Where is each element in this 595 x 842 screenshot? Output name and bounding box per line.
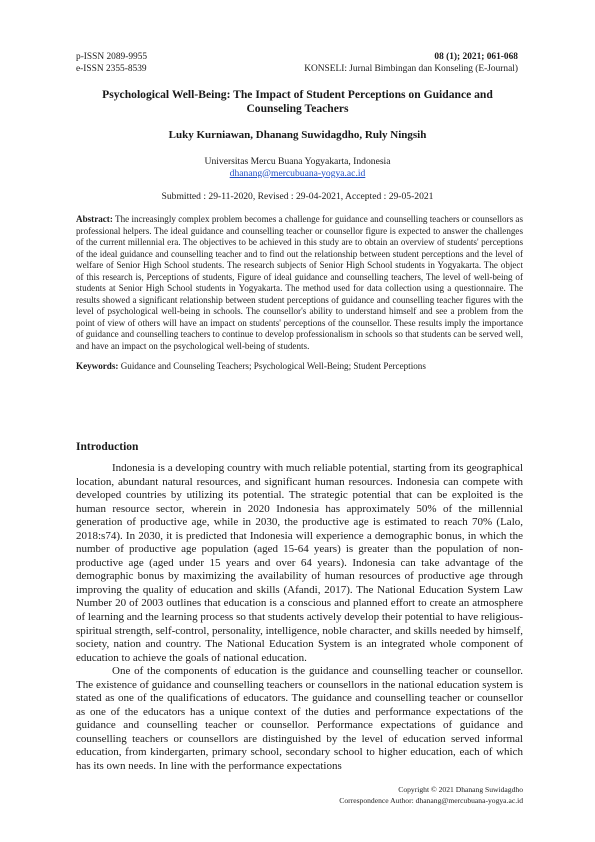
journal-issn-block	[76, 51, 147, 75]
article-title: Psychological Well-Being: The Impact of Student Perceptions on Guidance and Counseling Teachers	[102, 88, 493, 115]
affiliation-block	[60, 156, 535, 179]
body-paragraph: Indonesia is a developing country with much reliable potential, starting from its geographical location, abundant natural resources, and significant human resources. Indonesia can compete with developed countries by utilizing its potential. The strategic potential that can be exploited is the human resource sector, wherein in 2020 Indonesia has approximately 50% of the millennial generation of productive age, while in 2030, the productive age is estimated to reach 70% (Lalo, 2018:s74). In 2030, it is predicted that Indonesia will experience a demographic bonus, in which the number of productive age population (aged 15-64 years) is greater than the population of non-productive age (aged under 15 years and over 64 years). Indonesia can take advantage of the demographic bonus by maximizing the availability of human resources of productive age through improving the quality of education and skills (Afandi, 2017). The National Education System Law Number 20 of 2003 outlines that education is a conscious and planned effort to create an atmosphere of learning and the learning process so that students actively develop their potential to have religious-spiritual strength, self-control, personality, intelligence, noble character, and skills needed by himself, society, nation and country. The National Education System is an integrated whole component of education to achieve the goals of national education.	[76, 462, 523, 664]
copyright-text: Copyright © 2021 Dhanang Suwidagdho	[398, 785, 523, 794]
journal-name: KONSELI: Jurnal Bimbingan dan Konseling (E-Journal)	[304, 64, 518, 74]
section-heading-introduction: Introduction	[76, 441, 139, 453]
pissn-text: p-ISSN 2089-9955	[76, 52, 148, 62]
abstract-label: Abstract:	[76, 214, 113, 224]
abstract	[76, 214, 523, 352]
affiliation-text: Universitas Mercu Buana Yogyakarta, Indonesia	[204, 156, 391, 167]
journal-info-block	[304, 51, 518, 75]
submission-dates: Submitted : 29-11-2020, Revised : 29-04-2021, Accepted : 29-05-2021	[161, 191, 434, 202]
keywords-text: Guidance and Counseling Teachers; Psychological Well-Being; Student Perceptions	[120, 361, 426, 371]
keywords	[76, 361, 523, 373]
page-footer	[339, 784, 523, 806]
author-list: Luky Kurniawan, Dhanang Suwidagdho, Ruly Ningsih	[168, 129, 427, 141]
keywords-label: Keywords:	[76, 361, 119, 371]
body-paragraph: One of the components of education is the guidance and counselling teacher or counsellor. The existence of guidance and counselling teachers or counsellors in the national education system is stated as one of the qualifications of educators. The guidance and counselling teacher or counsellor as one of the educators has a unique context of the duties and performance expectations of the guidance and counselling teacher or counsellor. Performance expectations of guidance and counselling teachers or counsellors are distinguished by the level of education served informal education, from kindergarten, primary school, secondary school to higher education, each of which has its own needs. In line with the performance expectations	[76, 665, 523, 773]
volume-text: 08 (1); 2021; 061-068	[434, 52, 518, 62]
abstract-text: The increasingly complex problem becomes a challenge for guidance and counselling teachers or counsellors as professional helpers. The ideal guidance and counselling teacher or counsellor figure is expected to answer the challenges of the current millennial era. The objectives to be achieved in this study are to obtain an overview of students' perceptions of the ideal guidance and counselling teacher and to find out the relationship between student perceptions and the level of welfare of Senior High School students. The research subjects of Senior High School students in Yogyakarta. The object of this research is, Perceptions of students, Figure of ideal guidance and counselling teachers, The level of well-being of students at Senior High School students in Yogyakarta. The method used for data collection using a questionnaire. The results showed a significant relationship between student perceptions of guidance and counselling teacher figures with the level of psychological well-being in schools. The counsellor's ability to understand himself and see a problem from the point of view of others will have an impact on students' perceptions of the counsellor. These results imply the importance of guidance and counselling teachers to continue to develop professionalism in schools so that students can be served well, and have an impact on the psychological well-being of students.	[76, 214, 523, 351]
email-link[interactable]: dhanang@mercubuana-yogya.ac.id	[229, 167, 366, 179]
introduction-body	[76, 462, 523, 774]
eissn-text: e-ISSN 2355-8539	[76, 64, 147, 74]
correspondence-text: Correspondence Author: dhanang@mercubuana-yogya.ac.id	[339, 796, 523, 805]
